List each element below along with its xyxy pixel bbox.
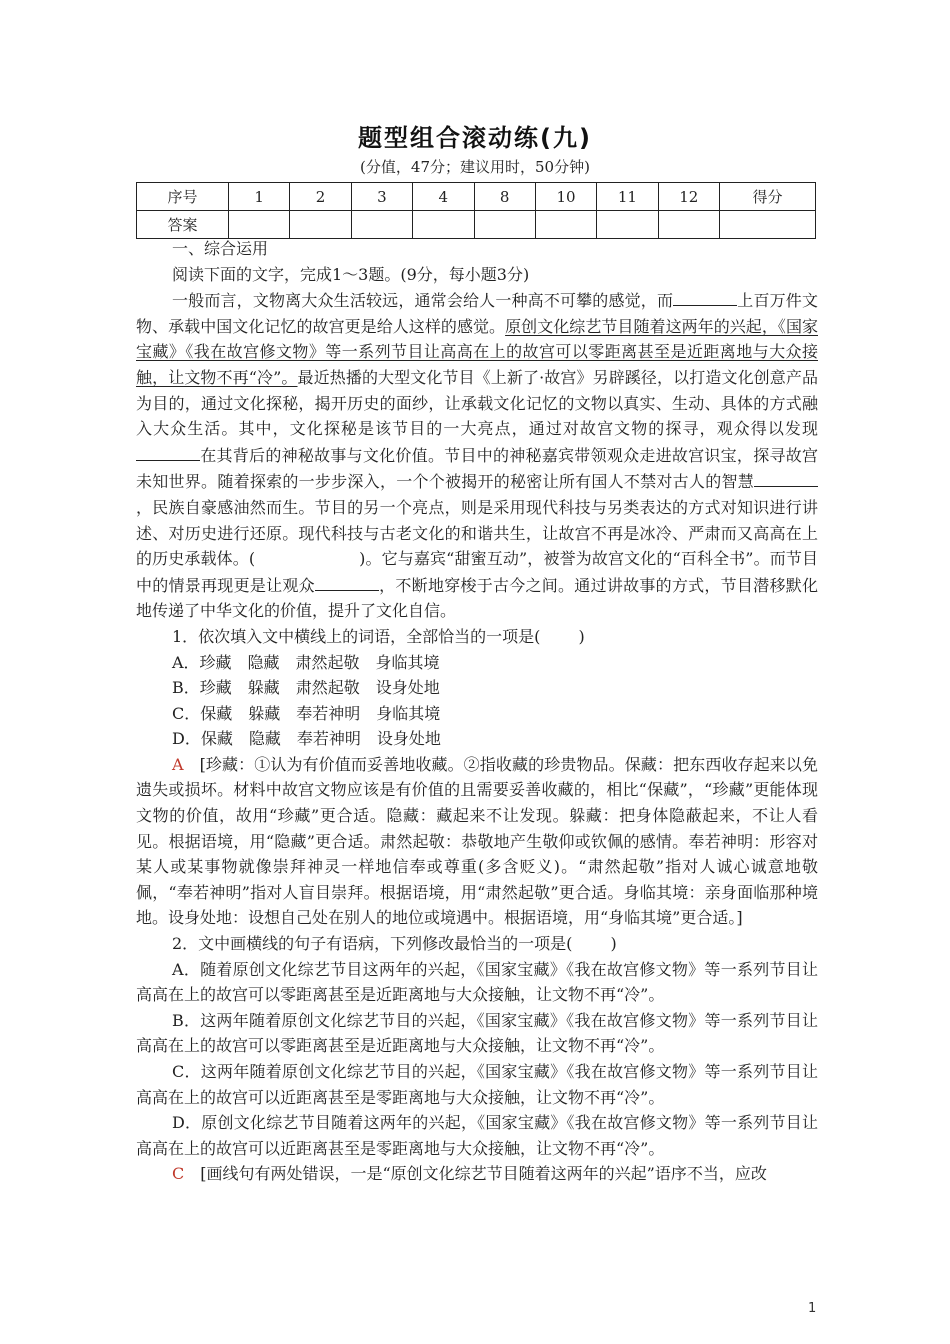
page-number: 1 — [808, 1301, 817, 1316]
option-c: C．保藏 躲藏 奉若神明 身临其境 — [172, 703, 441, 723]
blank-line — [315, 572, 379, 591]
table-row — [137, 183, 816, 211]
blank-line — [136, 442, 200, 461]
blank-line — [673, 287, 737, 306]
option-d: D．保藏 隐藏 奉若神明 设身处地 — [172, 729, 441, 749]
question-number-cell: 8 — [474, 183, 535, 211]
passage-text: ，民族自豪感油然而生。节目的另一个亮点，则是采用现代科技与另类表达的方式对知识进行讲述、对历史进行还原。现代科技与古老文化的和谐共生，让故宫不再是冰冷、严肃而又高高在上的历史承载体。( — [136, 497, 818, 569]
question-number-cell: 3 — [351, 183, 412, 211]
passage-text: )。它与嘉宾“甜蜜互动”，被誉为故宫文化的“百科全书”。而节目中的情景再现更是让观众 — [136, 549, 818, 595]
passage-text: 上百万件文物、承载中国文化记忆的故宫更是给人这样的感觉。 — [136, 291, 818, 336]
answer-cell[interactable] — [290, 211, 351, 239]
answer-cell[interactable] — [658, 211, 719, 239]
answer-key: A — [172, 754, 184, 774]
answer-cell[interactable] — [597, 211, 658, 239]
passage-text: 在其背后的神秘故事与文化价值。节目中的神秘嘉宾带领观众走进故宫识宝，探寻故宫未知世界。随着探索的一步步深入，一个个被揭开的秘密让所有国人不禁对古人的智慧 — [136, 445, 818, 492]
explanation-text: [画线句有两处错误，一是“原创文化综艺节目随着这两年的兴起”语序不当，应改 — [200, 1164, 767, 1184]
question-text: 2．文中画横线的句子有语病，下列修改最恰当的一项是( — [172, 934, 573, 954]
section-instruction: 阅读下面的文字，完成1～3题。(9分，每小题3分) — [172, 264, 530, 284]
question-number-cell: 2 — [290, 183, 351, 211]
table-header-cell: 答案 — [137, 211, 229, 239]
reading-passage — [136, 287, 818, 624]
blank-line — [754, 468, 818, 487]
question-number-cell: 1 — [229, 183, 290, 211]
question-text: 1．依次填入文中横线上的词语，全部恰当的一项是( — [172, 626, 541, 646]
question-text-end: ) — [578, 626, 585, 646]
passage-text: 最近热播的大型文化节目《上新了·故宫》另辟蹊径，以打造文化创意产品为目的，通过文化探秘，揭开历史的面纱，让承载文化记忆的文物以真实、生动、具体的方式融入大众生活。其中，文化探秘是该节目的一大亮点，通过对故宫文物的探寻，观众得以发现 — [136, 367, 818, 439]
question-number-cell: 11 — [597, 183, 658, 211]
option-a: A．珍藏 隐藏 肃然起敬 身临其境 — [172, 652, 440, 672]
question-stem — [136, 931, 818, 957]
question-number-cell: 4 — [413, 183, 474, 211]
underlined-sentence: 原创文化综艺节目随着这两年的兴起，《国家宝藏》《我在故宫修文物》等一系列节目让高高在上的故宫可以零距离甚至是近距离地与大众接触，让文物不再“冷”。 — [136, 316, 818, 387]
question-number-cell: 12 — [658, 183, 719, 211]
question-text-end: ) — [610, 934, 617, 954]
answer-cell[interactable] — [535, 211, 596, 239]
passage-text: ，不断地穿梭于古今之间。通过讲故事的方式，节目潜移默化地传递了中华文化的价值，提升了文化自信。 — [136, 575, 818, 621]
table-header-cell: 序号 — [137, 183, 229, 211]
explanation-text: [珍藏：①认为有价值而妥善地收藏。②指收藏的珍贵物品。保藏：把东西收存起来以免遗失或损坏。材料中故宫文物应该是有价值的且需要妥善收藏的，相比“保藏”，“珍藏”更能体现文物的价值，故用“珍藏”更合适。隐藏：藏起来不让发现。躲藏：把身体隐蔽起来，不让人看见。根据语境，用“隐藏”更合适。肃然起敬：恭敬地产生敬仰或钦佩的感情。奉若神明：形容对某人或某事物就像崇拜神灵一样地信奉或尊重(多含贬义)。“肃然起敬”指对人诚心诚意地敬佩，“奉若神明”指对人盲目崇拜。根据语境，用“肃然起敬”更合适。身临其境：亲身面临那种境地。设身处地：设想自己处在别人的地位或境遇中。根据语境，用“身临其境”更合适。] — [136, 754, 818, 928]
answer-cell[interactable] — [474, 211, 535, 239]
answer-explanation — [136, 1161, 818, 1187]
score-cell[interactable] — [720, 211, 816, 239]
answer-table — [136, 182, 816, 239]
answer-cell[interactable] — [229, 211, 290, 239]
answer-cell[interactable] — [351, 211, 412, 239]
document-body — [136, 236, 818, 1187]
option-c: C．这两年随着原创文化综艺节目的兴起，《国家宝藏》《我在故宫修文物》等一系列节目让高高在上的故宫可以近距离甚至是零距离地与大众接触，让文物不再“冷”。 — [136, 1062, 818, 1107]
table-row — [137, 211, 816, 239]
option-a: A．随着原创文化综艺节目这两年的兴起，《国家宝藏》《我在故宫修文物》等一系列节目让高高在上的故宫可以零距离甚至是近距离地与大众接触，让文物不再“冷”。 — [136, 959, 818, 1005]
page-subtitle: (分值，47分；建议用时，50分钟) — [360, 158, 590, 176]
section-heading: 一、综合运用 — [172, 239, 269, 258]
answer-explanation — [136, 752, 818, 931]
option-b: B．这两年随着原创文化综艺节目的兴起，《国家宝藏》《我在故宫修文物》等一系列节目让高高在上的故宫可以零距离甚至是近距离地与大众接触，让文物不再“冷”。 — [136, 1010, 818, 1056]
answer-cell[interactable] — [413, 211, 474, 239]
page-title: 题型组合滚动练(九) — [358, 124, 592, 152]
option-b: B．珍藏 躲藏 肃然起敬 设身处地 — [172, 678, 440, 698]
answer-key: C — [172, 1164, 185, 1184]
question-number-cell: 10 — [535, 183, 596, 211]
score-header-cell: 得分 — [720, 183, 816, 211]
question-stem — [136, 624, 818, 650]
passage-text: 一般而言，文物离大众生活较远，通常会给人一种高不可攀的感觉，而 — [172, 291, 674, 311]
option-d: D．原创文化综艺节目随着这两年的兴起，《国家宝藏》《我在故宫修文物》等一系列节目让高高在上的故宫可以近距离甚至是零距离地与大众接触，让文物不再“冷”。 — [136, 1113, 818, 1158]
